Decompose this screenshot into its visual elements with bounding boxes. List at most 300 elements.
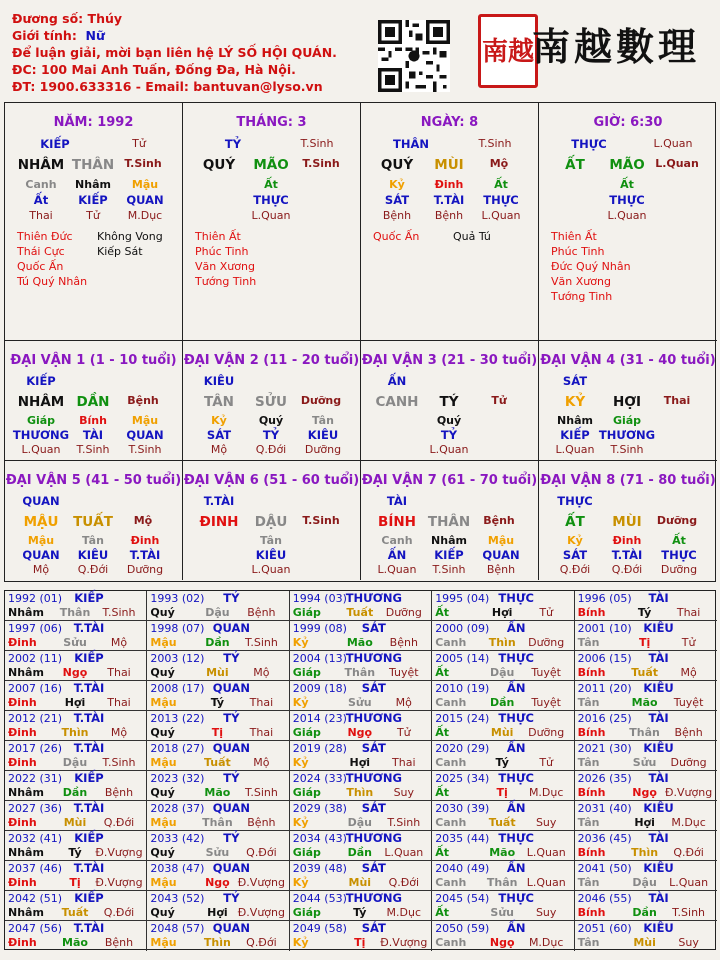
hidden-stem: Ất [672,533,686,547]
dai-van-stem: TÂN [204,394,234,410]
year-cell[interactable] [432,681,574,711]
year-label: 2015 (24) [435,712,490,725]
year-status: Bệnh [389,636,418,649]
year-status: Q.Đới [103,816,135,829]
hidden-status: Mộ [210,443,228,456]
year-cell[interactable] [147,801,289,831]
year-stem: Đinh [8,636,37,649]
year-god: TỶ [223,891,240,905]
year-branch: Tý [68,846,82,859]
star-item: Kiếp Sát [97,245,143,258]
year-branch: Dậu [489,666,515,679]
hidden-stem: Nhâm [75,178,111,191]
hidden-stem: Kỷ [211,414,227,427]
year-cell[interactable] [290,621,432,651]
year-cell[interactable] [290,921,432,951]
hidden-stem: Tân [312,414,334,427]
year-label: 2002 (11) [8,652,63,665]
star-item: Không Vong [97,230,163,243]
year-stem: Quý [150,846,175,859]
year-god: T.TÀI [73,921,105,935]
year-cell[interactable] [147,651,289,681]
year-cell[interactable] [290,651,432,681]
year-cell[interactable] [290,681,432,711]
year-cell[interactable] [432,591,574,621]
year-label: 2030 (39) [435,802,490,815]
year-stem: Tân [577,756,600,769]
pillar-cell [539,103,717,341]
year-status: Q.Đới [388,876,420,889]
year-cell[interactable] [575,681,717,711]
year-branch: Dậu [347,816,372,829]
year-branch: Dần [489,696,515,709]
year-god: TÀI [648,711,669,725]
year-cell[interactable] [290,831,432,861]
year-stem: Mậu [150,636,177,649]
year-god: TỶ [223,711,240,725]
year-cell[interactable] [575,591,717,621]
year-cell[interactable] [432,921,574,951]
hidden-status: L.Quan [21,443,61,456]
star-item: Thiên Ất [551,230,597,243]
hidden-status: L.Quan [607,209,647,222]
year-label: 2042 (51) [8,892,63,905]
year-stem: Mậu [150,876,177,889]
year-status: Tuyệt [673,696,704,709]
year-stem: Mậu [150,696,177,709]
hidden-stem: Mậu [131,414,159,427]
year-god: KIÊU [643,861,674,875]
hidden-status: Bệnh [486,562,516,576]
year-god: THƯƠNG [345,651,402,665]
year-cell[interactable] [290,801,432,831]
year-stem: Canh [435,696,467,709]
hidden-status: Bệnh [382,209,412,222]
pillar-god: KIẾP [40,137,70,151]
year-branch: Sửu [205,846,230,859]
year-stem: Canh [435,876,467,889]
year-god: KIẾP [74,771,104,785]
year-cell[interactable] [147,591,289,621]
year-status: Đ.Vượng [237,906,285,919]
year-status: Suy [535,816,557,829]
hidden-stem: Đinh [130,533,160,547]
year-cell[interactable] [5,801,147,831]
year-cell[interactable] [290,741,432,771]
year-branch: Mùi [348,876,372,889]
year-cell[interactable] [290,711,432,741]
year-god: SÁT [361,861,386,875]
year-god: THƯƠNG [345,891,402,905]
dai-van-god: KIẾP [26,374,56,388]
year-stem: Bính [577,606,606,619]
year-branch: Tý [353,906,367,919]
hidden-status: T.Sinh [432,562,466,576]
year-stem: Đinh [8,696,37,709]
year-cell[interactable] [575,831,717,861]
year-status: Thai [392,756,416,769]
year-status: M.Dục [528,786,564,799]
year-stem: Mậu [150,756,177,769]
hidden-god: SÁT [384,193,410,207]
year-cell[interactable] [575,651,717,681]
pillar-god: THỰC [571,137,607,151]
year-label: 2010 (19) [435,682,490,695]
hidden-stem: Kỷ [389,178,405,191]
year-status: Tuyệt [531,696,561,709]
year-stem: Kỷ [292,636,309,649]
year-stem: Đinh [8,726,37,739]
year-god: T.TÀI [73,861,105,875]
year-status: Mộ [395,696,412,709]
hidden-stem: Mậu [487,533,515,547]
year-label: 2003 (12) [150,652,205,665]
pillar-title: NĂM: 1992 [53,115,134,130]
hidden-god: THỰC [253,193,289,207]
dai-van-stem: NHÂM [17,394,65,410]
year-status: Q.Đới [673,846,704,859]
hidden-god: THƯƠNG [598,428,656,442]
year-stem: Ất [435,846,449,859]
year-label: 2046 (55) [577,892,632,905]
year-cell[interactable] [147,831,289,861]
year-stem: Kỷ [292,756,309,769]
year-stem: Giáp [292,726,321,739]
year-cell[interactable] [5,921,147,951]
year-god: SÁT [361,741,386,755]
stars-right [453,229,491,244]
brand-calligraphy: 南越數理 [532,24,701,69]
hidden-god: TỶ [262,428,280,442]
year-branch: Dần [62,786,88,799]
star-item: Thái Cực [17,245,65,258]
year-label: 1998 (07) [150,622,205,635]
year-branch: Hợi [349,756,371,769]
year-branch: Sửu [63,636,87,649]
year-stem: Canh [435,756,467,769]
hidden-status: Mộ [32,562,50,576]
year-cell[interactable] [5,591,147,621]
year-stem: Ất [435,606,449,619]
hidden-stem: Quý [258,414,284,427]
year-status: M.Dục [528,936,564,949]
year-god: KIẾP [74,891,104,905]
year-stem: Mậu [150,816,177,829]
hidden-stem: Mậu [27,533,55,547]
hidden-god: QUAN [22,547,60,562]
hidden-stem: Ất [620,178,634,191]
year-cell[interactable] [432,741,574,771]
dai-van-branch: SỬU [255,394,287,410]
hidden-god: KIẾP [560,428,590,442]
year-stem: Giáp [292,786,321,799]
hidden-god: KIẾP [78,193,108,207]
year-cell[interactable] [147,921,289,951]
year-cell[interactable] [290,891,432,921]
pillar-god: TỶ [224,137,242,151]
pillar-title: NGÀY: 8 [420,115,479,130]
pillar-god-status: Tử [132,137,146,150]
year-cell[interactable] [5,741,147,771]
hidden-stem: Tân [260,533,282,547]
year-god: THỰC [498,591,534,605]
year-stem: Quý [150,726,175,739]
year-cell[interactable] [5,711,147,741]
pillar-stem: QUÝ [380,157,414,173]
hidden-stem: Giáp [612,414,642,427]
year-status: Tử [539,756,554,769]
year-cell[interactable] [290,771,432,801]
year-god: QUAN [212,921,251,935]
year-god: TÀI [648,651,669,665]
hidden-stem: Tân [82,533,104,547]
year-branch: Dần [347,846,372,859]
year-branch: Mão [204,786,231,799]
year-status: Mộ [110,636,128,649]
year-cell[interactable] [147,711,289,741]
year-status: Tử [539,606,554,619]
year-branch: Mão [62,936,88,949]
year-cell[interactable] [575,891,717,921]
year-cell[interactable] [147,861,289,891]
dai-van-god: SÁT [562,374,588,388]
year-god: THƯƠNG [345,771,402,785]
year-status: Đ.Vượng [664,786,713,799]
hidden-status: Thai [29,209,53,222]
year-cell[interactable] [575,771,717,801]
stars-left [373,229,419,244]
hidden-stem: Quý [436,414,462,427]
year-god: TÀI [648,771,669,785]
hidden-status: Tử [86,209,100,222]
year-branch: Ngọ [347,726,373,739]
star-item: Quốc Ấn [373,230,420,243]
seal-text: 南越 [481,37,534,67]
hidden-stem: Nhâm [557,414,593,427]
dai-van-title: ĐẠI VẬN 6 (51 - 60 tuổi) [183,472,360,488]
year-god: SÁT [361,621,386,635]
dai-van-status: T.Sinh [302,513,340,527]
year-cell[interactable] [147,741,289,771]
hidden-stem: Mậu [131,178,159,191]
year-status: Thai [107,696,131,709]
year-cell[interactable] [575,921,717,951]
year-cell[interactable] [432,711,574,741]
year-stem: Canh [435,936,467,949]
year-cell[interactable] [147,771,289,801]
year-status: Tuyệt [388,666,419,679]
year-god: TÀI [648,591,669,605]
year-branch: Mùi [633,936,656,949]
year-status: Suy [678,936,699,949]
year-god: SÁT [361,801,386,815]
hidden-god: KIẾP [434,547,464,562]
year-cell[interactable] [432,651,574,681]
year-status: T.Sinh [102,756,136,769]
year-status: Bệnh [104,786,134,799]
pillar-god-status: T.Sinh [478,137,512,150]
year-status: Dưỡng [670,756,707,769]
pillar-title: THÁNG: 3 [236,115,307,130]
dai-van-branch: THÂN [427,513,471,530]
year-status: Bệnh [104,936,134,949]
pillar-branch-status: T.Sinh [302,157,340,170]
dai-van-title: ĐẠI VẬN 5 (41 - 50 tuổi) [5,472,182,488]
year-branch: Mão [489,846,516,859]
pillar-cell [361,103,539,341]
year-cell[interactable] [575,861,717,891]
year-god: TỶ [223,651,240,665]
hidden-god: T.TÀI [611,547,643,562]
year-stem: Giáp [292,606,321,619]
dai-van-god: KIÊU [203,374,235,388]
year-stem: Tân [577,876,600,889]
year-cell[interactable] [432,831,574,861]
year-label: 2035 (44) [435,832,490,845]
qr-code[interactable] [378,20,450,92]
year-branch: Hợi [64,696,86,709]
year-cell[interactable] [575,711,717,741]
year-cell[interactable] [432,771,574,801]
year-status: Bệnh [674,726,703,739]
hidden-status: T.Sinh [76,443,110,456]
year-cell[interactable] [5,861,147,891]
star-item: Tướng Tinh [195,275,257,288]
year-god: KIẾP [74,831,104,845]
year-cell[interactable] [575,621,717,651]
hidden-status: L.Quan [251,209,291,222]
year-god: T.TÀI [73,741,105,755]
year-cell[interactable] [432,621,574,651]
hidden-status: Q.Đới [77,562,109,576]
year-status: Bệnh [247,816,276,829]
year-stem: Kỷ [292,876,309,889]
year-label: 2031 (40) [577,802,632,815]
year-cell[interactable] [147,891,289,921]
year-god: T.TÀI [73,621,105,635]
year-branch: Thìn [346,786,374,799]
year-label: 2011 (20) [577,682,632,695]
year-cell[interactable] [5,621,147,651]
dai-van-stem: MẬU [23,513,59,530]
hidden-status: L.Quan [377,562,417,576]
year-branch: Dần [205,636,230,649]
year-stem: Giáp [292,666,321,679]
year-god: TÀI [648,891,669,905]
year-label: 2048 (57) [150,922,205,935]
year-stem: Quý [150,666,175,679]
year-label: 2007 (16) [8,682,63,695]
year-branch: Mão [346,636,373,649]
year-cell[interactable] [575,801,717,831]
year-cell[interactable] [5,651,147,681]
year-god: TÀI [648,831,669,845]
year-branch: Hợi [491,606,513,619]
star-item: Thiên Ất [195,230,241,243]
hidden-status: L.Quan [555,443,595,456]
hidden-stem: Đinh [434,178,464,191]
hidden-status: Q.Đới [611,562,643,576]
star-item: Tướng Tinh [551,290,613,303]
gender-row [12,27,337,44]
year-branch: Dậu [632,876,657,889]
year-cell[interactable] [290,861,432,891]
dai-van-stem: BÍNH [378,513,416,530]
year-status: Thai [676,606,701,619]
year-status: T.Sinh [102,606,136,619]
year-stem: Giáp [292,846,321,859]
header-info [12,10,337,95]
year-god: TỶ [223,771,240,785]
year-label: 2000 (09) [435,622,490,635]
hidden-god: SÁT [206,428,232,442]
year-stem: Bính [577,666,606,679]
hidden-stem: Bính [79,414,107,427]
year-status: Tuyệt [531,666,561,679]
year-stem: Canh [435,636,467,649]
year-branch: Ngọ [489,936,515,949]
year-label: 2009 (18) [292,682,347,695]
year-label: 2044 (53) [292,892,347,905]
year-status: Q.Đới [246,846,277,859]
pillar-stem: NHÂM [17,157,65,173]
name-label: Đương số: Thúy [12,11,123,26]
year-cell[interactable] [432,891,574,921]
year-cell[interactable] [5,681,147,711]
year-status: Tử [681,636,696,649]
year-label: 2027 (36) [8,802,63,815]
year-cell[interactable] [5,831,147,861]
year-cell[interactable] [5,771,147,801]
year-status: Mộ [110,726,128,739]
hidden-status: Q.Đới [559,562,591,576]
year-cell[interactable] [5,891,147,921]
year-branch: Thìn [61,726,89,739]
year-branch: Tuất [488,816,516,829]
year-label: 2005 (14) [435,652,490,665]
year-god: KIẾP [74,591,104,605]
year-label: 2040 (49) [435,862,490,875]
year-cell[interactable] [575,741,717,771]
year-cell[interactable] [147,681,289,711]
hidden-god: TÀI [82,428,104,442]
year-cell[interactable] [290,591,432,621]
stars-left [17,229,87,289]
year-label: 2016 (25) [577,712,632,725]
year-status: Đ.Vượng [237,876,285,889]
dai-van-status: Bệnh [483,513,515,527]
year-status: Thai [249,696,274,709]
year-god: KIÊU [643,921,674,935]
pillar-cell [183,103,361,341]
year-label: 2032 (41) [8,832,63,845]
year-stem: Nhâm [8,606,44,619]
year-stem: Quý [150,786,175,799]
year-label: 2029 (38) [292,802,347,815]
year-stem: Bính [577,786,606,799]
year-god: QUAN [212,861,251,875]
year-cell[interactable] [147,621,289,651]
year-stem: Bính [577,726,606,739]
year-status: Dưỡng [528,726,565,739]
hidden-god: THỰC [483,193,519,207]
year-cell[interactable] [432,801,574,831]
dai-van-cell [5,341,183,461]
dai-van-branch: TÝ [439,394,459,410]
pillar-branch: THÂN [71,157,115,173]
year-label: 2043 (52) [150,892,205,905]
year-cell[interactable] [432,861,574,891]
